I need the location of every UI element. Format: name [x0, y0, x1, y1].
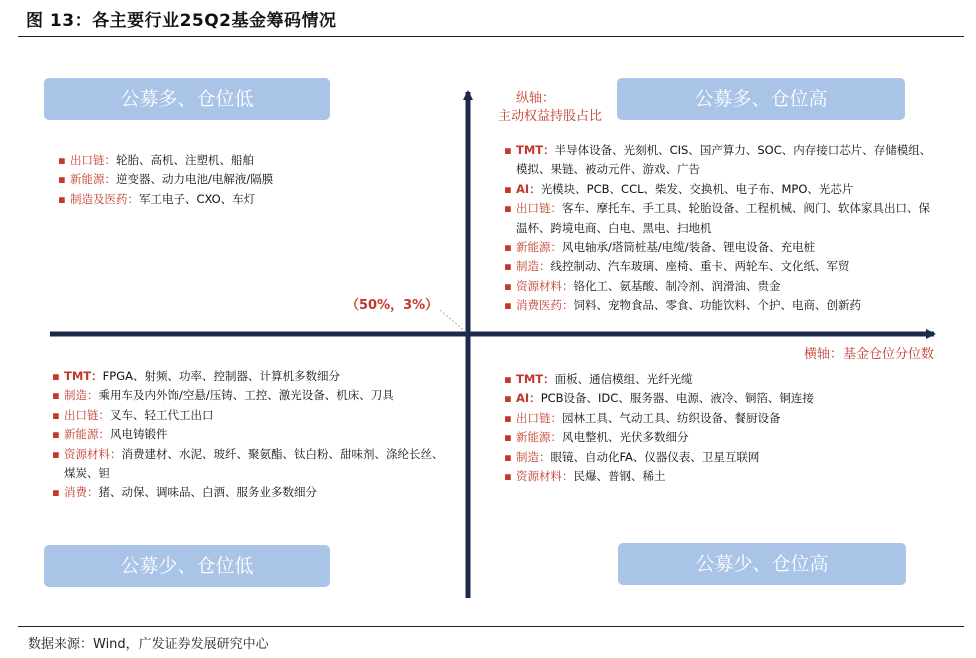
- bullet-icon: ▪: [504, 240, 512, 255]
- sector-items: 猪、动保、调味品、白酒、服务业多数细分: [98, 485, 317, 500]
- bullet-icon: ▪: [52, 369, 60, 383]
- y-axis-label-line1: 纵轴：: [516, 91, 556, 106]
- sector-items: PCB设备、IDC、服务器、电源、液冷、铜箔、铜连接: [540, 391, 814, 406]
- bullet-icon: ▪: [504, 298, 512, 313]
- sector-items: 铬化工、氨基酸、制冷剂、润滑油、贵金: [573, 278, 781, 293]
- sector-category: 消费医药：: [516, 298, 574, 313]
- list-item: [502, 409, 902, 428]
- sector-items: FPGA、射频、功率、控制器、计算机多数细分: [102, 369, 340, 383]
- list-item: [502, 199, 932, 238]
- list-item: [502, 238, 932, 257]
- quadrant-label-bottom-left: 公募少、仓位低: [44, 545, 330, 587]
- bullet-icon: ▪: [504, 391, 512, 406]
- footer-divider: [18, 626, 964, 627]
- quadrant-label-top-left: 公募多、仓位低: [44, 78, 330, 120]
- sector-category: 制造及医药：: [70, 191, 139, 206]
- quadrant-list-top-left: [56, 151, 356, 209]
- sector-category: TMT：: [516, 372, 555, 386]
- list-item: [50, 367, 445, 386]
- sector-category: 新能源：: [516, 240, 562, 255]
- quadrant-label-bottom-right: 公募少、仓位高: [618, 543, 906, 585]
- sector-items: 面板、通信模组、光纤光缆: [554, 372, 693, 386]
- list-item: [502, 389, 902, 408]
- y-axis-label-line2: 主动权益持股占比: [498, 109, 603, 124]
- x-axis-label: 横轴：基金仓位分位数: [804, 347, 935, 362]
- list-item: [56, 151, 356, 170]
- sector-category: 消费：: [64, 485, 99, 500]
- sector-category: 出口链：: [516, 201, 562, 216]
- list-item: [502, 296, 932, 315]
- sector-items: 园林工具、气动工具、纺织设备、餐厨设备: [562, 410, 781, 425]
- list-item: [502, 180, 932, 199]
- sector-items: 客车、摩托车、手工具、轮胎设备、工程机械、阀门、软体家具出口、保温杯、跨境电商、白电、黑电、扫地机: [516, 201, 930, 235]
- list-item: [502, 428, 902, 447]
- bullet-icon: ▪: [52, 485, 60, 500]
- quadrant-label-top-right: 公募多、仓位高: [617, 78, 905, 120]
- list-item: [502, 370, 902, 389]
- bullet-icon: ▪: [504, 430, 512, 445]
- sector-category: 制造：: [516, 259, 551, 274]
- sector-items: 光模块、PCB、CCL、柴发、交换机、电子布、MPO、光芯片: [540, 181, 854, 196]
- bullet-icon: ▪: [52, 388, 60, 403]
- bullet-icon: ▪: [58, 153, 66, 167]
- sector-items: 眼镜、自动化FA、仪器仪表、卫星互联网: [550, 449, 760, 464]
- bullet-icon: ▪: [504, 469, 512, 484]
- sector-category: 出口链：: [64, 407, 110, 422]
- bullet-icon: ▪: [504, 278, 512, 293]
- bullet-icon: ▪: [52, 407, 60, 422]
- list-item: [502, 141, 932, 180]
- bullet-icon: ▪: [504, 201, 512, 216]
- sector-category: TMT：: [516, 143, 555, 157]
- quadrant-list-top-right: [502, 141, 932, 316]
- sector-category: 资源材料：: [516, 278, 574, 293]
- sector-category: 资源材料：: [516, 469, 574, 484]
- sector-category: TMT：: [64, 369, 103, 383]
- sector-items: 风电轴承/塔筒桩基/电缆/装备、锂电设备、充电桩: [562, 240, 816, 255]
- sector-items: 消费建材、水泥、玻纤、聚氨酯、钛白粉、甜味剂、涤纶长丝、煤炭、钽: [64, 446, 444, 481]
- sector-category: 新能源：: [64, 427, 110, 442]
- sector-items: 乘用车及内外饰/空悬/压铸、工控、激光设备、机床、刀具: [98, 388, 394, 403]
- list-item: [56, 190, 356, 209]
- bullet-icon: ▪: [52, 446, 60, 461]
- sector-items: 饲料、宠物食品、零食、功能饮料、个护、电商、创新药: [573, 298, 861, 313]
- list-item: [50, 445, 445, 484]
- list-item: [50, 386, 445, 405]
- sector-category: 资源材料：: [64, 446, 122, 461]
- bullet-icon: ▪: [52, 427, 60, 442]
- sector-items: 民爆、普钢、稀土: [573, 469, 666, 484]
- quadrant-list-bottom-right: [502, 370, 902, 486]
- sector-category: 出口链：: [70, 153, 116, 167]
- list-item: [50, 406, 445, 425]
- sector-items: 风电铸锻件: [110, 427, 168, 442]
- sector-category: AI：: [516, 181, 541, 196]
- sector-items: 叉车、轻工代工出口: [110, 407, 214, 422]
- bullet-icon: ▪: [504, 181, 512, 196]
- bullet-icon: ▪: [504, 259, 512, 274]
- origin-pointer: [440, 310, 466, 332]
- sector-items: 逆变器、动力电池/电解液/隔膜: [116, 172, 274, 187]
- sector-items: 轮胎、高机、注塑机、船舶: [116, 153, 254, 167]
- list-item: [50, 483, 445, 502]
- sector-category: 新能源：: [70, 172, 116, 187]
- sector-items: 半导体设备、光刻机、CIS、国产算力、SOC、内存接口芯片、存储模组、模拟、果链、被动元件、游戏、广告: [516, 143, 932, 177]
- figure-title: 图 13：各主要行业25Q2基金筹码情况: [26, 11, 337, 31]
- bullet-icon: ▪: [58, 191, 66, 206]
- sector-category: 出口链：: [516, 410, 562, 425]
- list-item: [502, 467, 902, 486]
- source-note: 数据来源：Wind，广发证券发展研究中心: [28, 637, 269, 652]
- sector-category: 制造：: [516, 449, 551, 464]
- sector-category: 新能源：: [516, 430, 562, 445]
- sector-items: 风电整机、光伏多数细分: [562, 430, 689, 445]
- list-item: [502, 257, 932, 276]
- list-item: [50, 425, 445, 444]
- origin-point-label: （50%，3%）: [346, 298, 439, 313]
- sector-category: 制造：: [64, 388, 99, 403]
- list-item: [502, 277, 932, 296]
- bullet-icon: ▪: [504, 449, 512, 464]
- list-item: [56, 170, 356, 189]
- sector-category: AI：: [516, 391, 541, 406]
- quadrant-list-bottom-left: [50, 367, 445, 503]
- bullet-icon: ▪: [504, 372, 512, 386]
- sector-items: 线控制动、汽车玻璃、座椅、重卡、两轮车、文化纸、军贸: [550, 259, 850, 274]
- bullet-icon: ▪: [504, 143, 512, 157]
- list-item: [502, 448, 902, 467]
- bullet-icon: ▪: [504, 410, 512, 425]
- y-axis-label: [498, 90, 602, 126]
- sector-items: 军工电子、CXO、车灯: [139, 191, 256, 206]
- bullet-icon: ▪: [58, 172, 66, 187]
